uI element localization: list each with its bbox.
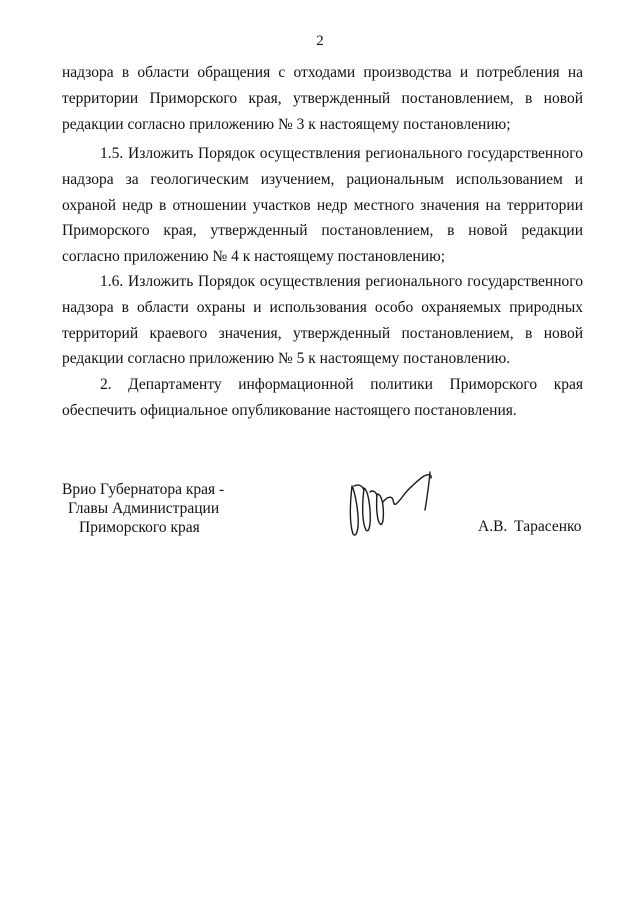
position-line: Главы Администрации	[68, 500, 220, 517]
paragraph-2: 2. Департаменту информационной политики Приморского края обеспечить официальное опубликование настоящего постановления.	[62, 376, 583, 419]
signer-name: А.В. Тарасенко	[478, 518, 582, 535]
paragraph-continuation: надзора в области обращения с отходами производства и потребления на территории Приморского края, утвержденный постановлением, в новой редакции согласно приложению № 3 к настоящему постановлению;	[62, 64, 583, 133]
position-line: Приморского края	[79, 519, 200, 536]
paragraph-1-5: 1.5. Изложить Порядок осуществления регионального государственного надзора за геологическим изучением, рациональным использованием и охраной недр в отношении участков недр местного значения на территории Приморского края, утвержденный постановлением, в новой редакции согласно приложению № 4 к настоящему постановлению;	[62, 145, 583, 266]
page-number: 2	[316, 33, 324, 49]
position-line: Врио Губернатора края -	[62, 481, 225, 498]
handwritten-signature-icon	[340, 464, 440, 538]
signatory-position	[62, 480, 224, 537]
paragraph-1-6: 1.6. Изложить Порядок осуществления регионального государственного надзора в области охраны и использования особо охраняемых природных территорий краевого значения, утвержденный постановлением, в новой редакции согласно приложению № 5 к настоящему постановлению.	[62, 273, 583, 368]
